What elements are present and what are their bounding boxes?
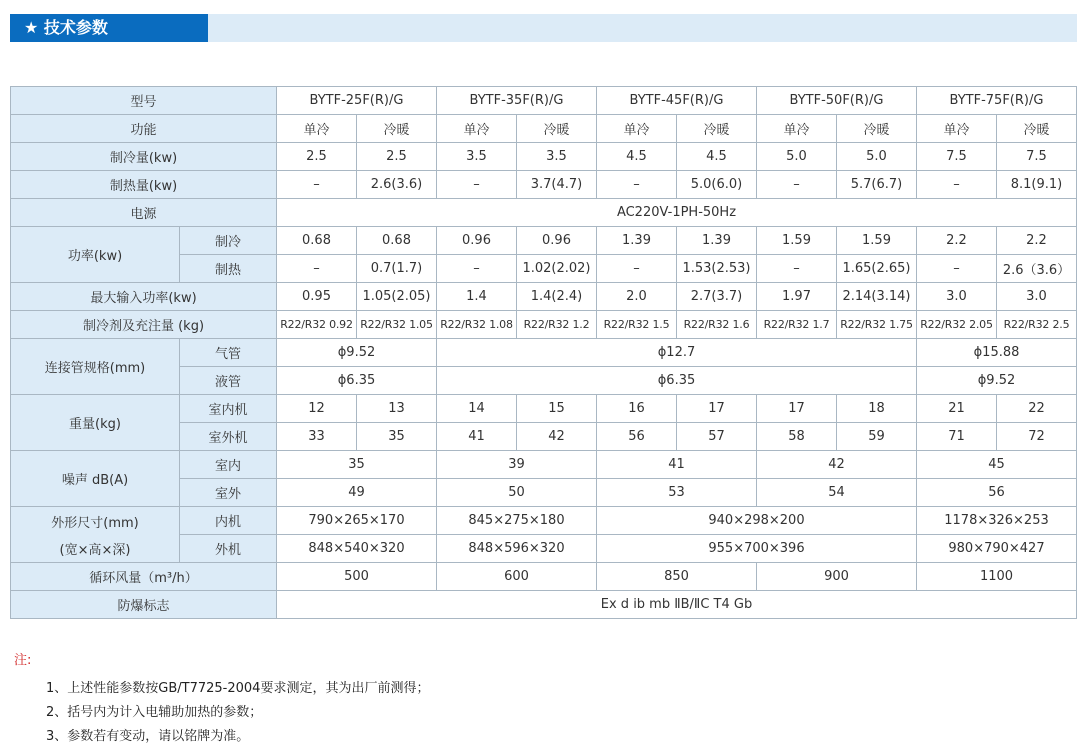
- weight-indoor-cell: 13: [357, 395, 437, 423]
- max-input-cell: 3.0: [997, 283, 1077, 311]
- dimension-label-line-1: 外形尺寸(mm): [51, 515, 139, 531]
- cooling-cell: 5.0: [757, 143, 837, 171]
- weight-indoor-cell: 18: [837, 395, 917, 423]
- airflow-cell: 600: [437, 563, 597, 591]
- pipe-gas-cell: ϕ12.7: [437, 339, 917, 367]
- max-input-cell: 3.0: [917, 283, 997, 311]
- power-cool-cell: 2.2: [917, 227, 997, 255]
- weight-outdoor-cell: 72: [997, 423, 1077, 451]
- pipe-gas-label: 气管: [180, 339, 277, 367]
- weight-indoor-cell: 17: [757, 395, 837, 423]
- heating-cell: –: [277, 171, 357, 199]
- dim-outdoor-label: 外机: [180, 535, 277, 563]
- weight-indoor-cell: 22: [997, 395, 1077, 423]
- pipe-liquid-cell: ϕ6.35: [277, 367, 437, 395]
- row-function: [11, 115, 1077, 143]
- row-model: [11, 87, 1077, 115]
- max-input-cell: 1.4(2.4): [517, 283, 597, 311]
- dim-outdoor-cell: 980×790×427: [917, 535, 1077, 563]
- power-cool-label: 制冷: [180, 227, 277, 255]
- note-item: 2、括号内为计入电辅助加热的参数；: [46, 705, 263, 720]
- airflow-cell: 850: [597, 563, 757, 591]
- refrigerant-cell: R22/R32 1.08: [437, 311, 517, 339]
- weight-indoor-cell: 17: [677, 395, 757, 423]
- heating-cell: 2.6(3.6): [357, 171, 437, 199]
- cooling-cell: 3.5: [437, 143, 517, 171]
- max-input-cell: 2.0: [597, 283, 677, 311]
- noise-indoor-cell: 35: [277, 451, 437, 479]
- weight-indoor-cell: 21: [917, 395, 997, 423]
- refrigerant-cell: R22/R32 0.92: [277, 311, 357, 339]
- dim-indoor-cell: 1178×326×253: [917, 507, 1077, 535]
- cooling-cell: 4.5: [677, 143, 757, 171]
- cooling-cell: 2.5: [277, 143, 357, 171]
- weight-indoor-cell: 14: [437, 395, 517, 423]
- function-cell: 单冷: [757, 115, 837, 143]
- weight-outdoor-cell: 56: [597, 423, 677, 451]
- pipe-gas-cell: ϕ9.52: [277, 339, 437, 367]
- pipe-label: 连接管规格(mm): [11, 339, 180, 395]
- noise-indoor-label: 室内: [180, 451, 277, 479]
- cooling-label: 制冷量(kw): [11, 143, 277, 171]
- row-cooling: [11, 143, 1077, 171]
- model-cell: BYTF-25F(R)/G: [277, 87, 437, 115]
- dimension-label-line-2: (宽×高×深): [59, 542, 131, 558]
- power-cool-cell: 1.39: [597, 227, 677, 255]
- weight-indoor-cell: 16: [597, 395, 677, 423]
- heating-cell: –: [597, 171, 677, 199]
- weight-outdoor-cell: 35: [357, 423, 437, 451]
- refrigerant-cell: R22/R32 1.6: [677, 311, 757, 339]
- row-weight-indoor: [11, 395, 1077, 423]
- noise-outdoor-cell: 56: [917, 479, 1077, 507]
- row-explosion: [11, 591, 1077, 619]
- heating-label: 制热量(kw): [11, 171, 277, 199]
- weight-label: 重量(kg): [11, 395, 180, 451]
- noise-indoor-cell: 41: [597, 451, 757, 479]
- noise-indoor-cell: 39: [437, 451, 597, 479]
- noise-outdoor-cell: 49: [277, 479, 437, 507]
- power-heat-cell: –: [917, 255, 997, 283]
- power-cool-cell: 1.59: [837, 227, 917, 255]
- model-cell: BYTF-45F(R)/G: [597, 87, 757, 115]
- max-input-cell: 1.97: [757, 283, 837, 311]
- cooling-cell: 7.5: [917, 143, 997, 171]
- cooling-cell: 2.5: [357, 143, 437, 171]
- dimension-label: [11, 507, 180, 563]
- power-cool-cell: 2.2: [997, 227, 1077, 255]
- refrigerant-cell: R22/R32 1.5: [597, 311, 677, 339]
- model-cell: BYTF-35F(R)/G: [437, 87, 597, 115]
- refrigerant-cell: R22/R32 1.7: [757, 311, 837, 339]
- power-heat-cell: –: [597, 255, 677, 283]
- noise-outdoor-cell: 54: [757, 479, 917, 507]
- function-cell: 冷暖: [997, 115, 1077, 143]
- function-cell: 冷暖: [837, 115, 917, 143]
- weight-outdoor-cell: 71: [917, 423, 997, 451]
- dim-outdoor-cell: 848×540×320: [277, 535, 437, 563]
- heating-cell: –: [437, 171, 517, 199]
- dim-indoor-label: 内机: [180, 507, 277, 535]
- power-cool-cell: 0.96: [517, 227, 597, 255]
- power-cool-cell: 0.96: [437, 227, 517, 255]
- section-title: ★ 技术参数: [10, 14, 208, 42]
- max-input-cell: 2.7(3.7): [677, 283, 757, 311]
- cooling-cell: 5.0: [837, 143, 917, 171]
- weight-outdoor-cell: 59: [837, 423, 917, 451]
- dim-indoor-cell: 940×298×200: [597, 507, 917, 535]
- cooling-cell: 7.5: [997, 143, 1077, 171]
- power-heat-label: 制热: [180, 255, 277, 283]
- noise-indoor-cell: 42: [757, 451, 917, 479]
- row-max-input: [11, 283, 1077, 311]
- cooling-cell: 4.5: [597, 143, 677, 171]
- weight-outdoor-cell: 58: [757, 423, 837, 451]
- row-noise-indoor: [11, 451, 1077, 479]
- noise-outdoor-cell: 53: [597, 479, 757, 507]
- pipe-gas-cell: ϕ15.88: [917, 339, 1077, 367]
- heating-cell: 3.7(4.7): [517, 171, 597, 199]
- power-heat-cell: –: [437, 255, 517, 283]
- max-input-cell: 0.95: [277, 283, 357, 311]
- power-heat-cell: 2.6（3.6）: [997, 255, 1077, 283]
- weight-indoor-cell: 12: [277, 395, 357, 423]
- refrigerant-cell: R22/R32 2.05: [917, 311, 997, 339]
- dim-indoor-cell: 845×275×180: [437, 507, 597, 535]
- function-cell: 冷暖: [517, 115, 597, 143]
- weight-outdoor-cell: 41: [437, 423, 517, 451]
- refrigerant-cell: R22/R32 1.05: [357, 311, 437, 339]
- explosion-value: Ex d ib mb ⅡB/ⅡC T4 Gb: [277, 591, 1077, 619]
- power-heat-cell: –: [757, 255, 837, 283]
- note-item: 1、上述性能参数按GB/T7725-2004要求测定，其为出厂前测得；: [46, 681, 430, 696]
- power-label: 功率(kw): [11, 227, 180, 283]
- spec-table: [10, 86, 1077, 619]
- power-cool-cell: 0.68: [277, 227, 357, 255]
- function-cell: 冷暖: [677, 115, 757, 143]
- max-input-cell: 2.14(3.14): [837, 283, 917, 311]
- weight-indoor-label: 室内机: [180, 395, 277, 423]
- max-input-label: 最大输入功率(kw): [11, 283, 277, 311]
- model-label: 型号: [11, 87, 277, 115]
- refrigerant-cell: R22/R32 2.5: [997, 311, 1077, 339]
- model-cell: BYTF-75F(R)/G: [917, 87, 1077, 115]
- function-cell: 冷暖: [357, 115, 437, 143]
- pipe-liquid-cell: ϕ9.52: [917, 367, 1077, 395]
- noise-indoor-cell: 45: [917, 451, 1077, 479]
- weight-outdoor-label: 室外机: [180, 423, 277, 451]
- row-heating: [11, 171, 1077, 199]
- notes-title: 注:: [14, 653, 32, 668]
- function-cell: 单冷: [597, 115, 677, 143]
- pipe-liquid-cell: ϕ6.35: [437, 367, 917, 395]
- dim-outdoor-cell: 848×596×320: [437, 535, 597, 563]
- heating-cell: –: [917, 171, 997, 199]
- weight-indoor-cell: 15: [517, 395, 597, 423]
- row-refrigerant: [11, 311, 1077, 339]
- function-cell: 单冷: [917, 115, 997, 143]
- row-dimension-indoor: [11, 507, 1077, 535]
- power-cool-cell: 1.39: [677, 227, 757, 255]
- power-heat-cell: –: [277, 255, 357, 283]
- section-header-bar: [10, 14, 1077, 42]
- heating-cell: 5.0(6.0): [677, 171, 757, 199]
- weight-outdoor-cell: 42: [517, 423, 597, 451]
- heating-cell: –: [757, 171, 837, 199]
- function-cell: 单冷: [437, 115, 517, 143]
- max-input-cell: 1.4: [437, 283, 517, 311]
- power-supply-value: AC220V-1PH-50Hz: [277, 199, 1077, 227]
- note-item: 3、参数若有变动，请以铭牌为准。: [46, 729, 250, 744]
- max-input-cell: 1.05(2.05): [357, 283, 437, 311]
- dim-indoor-cell: 790×265×170: [277, 507, 437, 535]
- power-supply-label: 电源: [11, 199, 277, 227]
- dim-outdoor-cell: 955×700×396: [597, 535, 917, 563]
- airflow-cell: 900: [757, 563, 917, 591]
- row-power-supply: [11, 199, 1077, 227]
- weight-outdoor-cell: 57: [677, 423, 757, 451]
- row-pipe-gas: [11, 339, 1077, 367]
- power-heat-cell: 0.7(1.7): [357, 255, 437, 283]
- explosion-label: 防爆标志: [11, 591, 277, 619]
- power-heat-cell: 1.65(2.65): [837, 255, 917, 283]
- power-heat-cell: 1.53(2.53): [677, 255, 757, 283]
- airflow-cell: 500: [277, 563, 437, 591]
- heating-cell: 8.1(9.1): [997, 171, 1077, 199]
- cooling-cell: 3.5: [517, 143, 597, 171]
- noise-label: 噪声 dB(A): [11, 451, 180, 507]
- power-cool-cell: 1.59: [757, 227, 837, 255]
- function-label: 功能: [11, 115, 277, 143]
- noise-outdoor-cell: 50: [437, 479, 597, 507]
- heating-cell: 5.7(6.7): [837, 171, 917, 199]
- pipe-liquid-label: 液管: [180, 367, 277, 395]
- refrigerant-cell: R22/R32 1.75: [837, 311, 917, 339]
- noise-outdoor-label: 室外: [180, 479, 277, 507]
- weight-outdoor-cell: 33: [277, 423, 357, 451]
- row-airflow: [11, 563, 1077, 591]
- airflow-cell: 1100: [917, 563, 1077, 591]
- power-heat-cell: 1.02(2.02): [517, 255, 597, 283]
- row-power-cool: [11, 227, 1077, 255]
- refrigerant-cell: R22/R32 1.2: [517, 311, 597, 339]
- refrigerant-label: 制冷剂及充注量 (kg): [11, 311, 277, 339]
- airflow-label: 循环风量（m³/h）: [11, 563, 277, 591]
- power-cool-cell: 0.68: [357, 227, 437, 255]
- model-cell: BYTF-50F(R)/G: [757, 87, 917, 115]
- function-cell: 单冷: [277, 115, 357, 143]
